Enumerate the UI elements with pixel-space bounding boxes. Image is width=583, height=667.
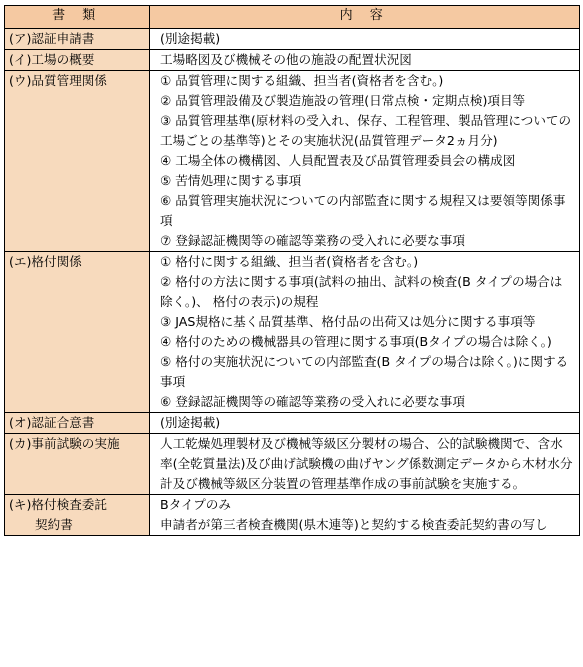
table-row	[5, 29, 580, 50]
content-item: (別途掲載)	[160, 415, 221, 430]
content-item: 申請者が第三者検査機関(県木連等)と契約する検査委託契約書の写し	[160, 517, 548, 532]
category-cell	[5, 434, 150, 495]
content-cell	[150, 252, 580, 413]
content-cell	[150, 50, 580, 71]
category-cell	[5, 29, 150, 50]
category-label: (エ)格付関係	[9, 254, 82, 269]
content-item: 工場略図及び機械その他の施設の配置状況図	[160, 52, 412, 67]
table-row	[5, 495, 580, 536]
content-item: ⑥ 品質管理実施状況についての内部監査に関する規程又は要領等関係事項	[160, 193, 566, 228]
content-cell	[150, 495, 580, 536]
table-row	[5, 434, 580, 495]
category-label: (キ)格付検査委託	[9, 497, 107, 512]
document-table	[4, 5, 580, 536]
category-cell	[5, 413, 150, 434]
table-row	[5, 252, 580, 413]
category-cell	[5, 252, 150, 413]
category-label: (イ)工場の概要	[9, 52, 95, 67]
content-item: ⑤ 苦情処理に関する事項	[160, 173, 302, 188]
category-label: 契約書	[35, 517, 73, 532]
table-row	[5, 50, 580, 71]
content-item: ④ 格付のための機械器具の管理に関する事項(Bタイプの場合は除く。)	[160, 334, 552, 349]
content-item: Bタイプのみ	[160, 497, 231, 512]
content-item: ① 格付に関する組織、担当者(資格者を含む。)	[160, 254, 419, 269]
category-label: (ウ)品質管理関係	[9, 73, 107, 88]
category-label: (カ)事前試験の実施	[9, 436, 120, 451]
header-content: 内 容	[150, 6, 580, 29]
category-label: (オ)認証合意書	[9, 415, 95, 430]
content-item: ④ 工場全体の機構図、人員配置表及び品質管理委員会の構成図	[160, 153, 516, 168]
category-label: (ア)認証申請書	[9, 31, 95, 46]
header-row	[5, 6, 580, 29]
content-item: ③ 品質管理基準(原材料の受入れ、保存、工程管理、製品管理についての工場ごとの基準等)とその実施状況(品質管理データ2ヵ月分)	[160, 113, 572, 148]
content-cell	[150, 434, 580, 495]
table-row	[5, 413, 580, 434]
content-item: ① 品質管理に関する組織、担当者(資格者を含む。)	[160, 73, 444, 88]
category-cell	[5, 495, 150, 536]
content-cell	[150, 71, 580, 252]
content-item: (別途掲載)	[160, 31, 221, 46]
header-category: 書 類	[5, 6, 150, 29]
table-row	[5, 71, 580, 252]
content-item: ② 品質管理設備及び製造施設の管理(日常点検・定期点検)項目等	[160, 93, 526, 108]
content-item: ⑥ 登録認証機関等の確認等業務の受入れに必要な事項	[160, 394, 465, 409]
content-cell	[150, 29, 580, 50]
category-cell	[5, 71, 150, 252]
content-item: ⑤ 格付の実施状況についての内部監査(B タイプの場合は除く。)に関する事項	[160, 354, 569, 389]
content-item: 人工乾燥処理製材及び機械等級区分製材の場合、公的試験機関で、含水率(全乾質量法)及び曲げ試験機の曲げヤング係数測定データから木材水分計及び機械等級区分装置の管理基準作成の事前試験を実施する。	[160, 436, 573, 491]
category-cell	[5, 50, 150, 71]
content-cell	[150, 413, 580, 434]
content-item: ② 格付の方法に関する事項(試料の抽出、試料の検査(B タイプの場合は除く。)、 格付の表示)の規程	[160, 274, 563, 309]
content-item: ⑦ 登録認証機関等の確認等業務の受入れに必要な事項	[160, 233, 465, 248]
content-item: ③ JAS規格に基く品質基準、格付品の出荷又は処分に関する事項等	[160, 314, 536, 329]
